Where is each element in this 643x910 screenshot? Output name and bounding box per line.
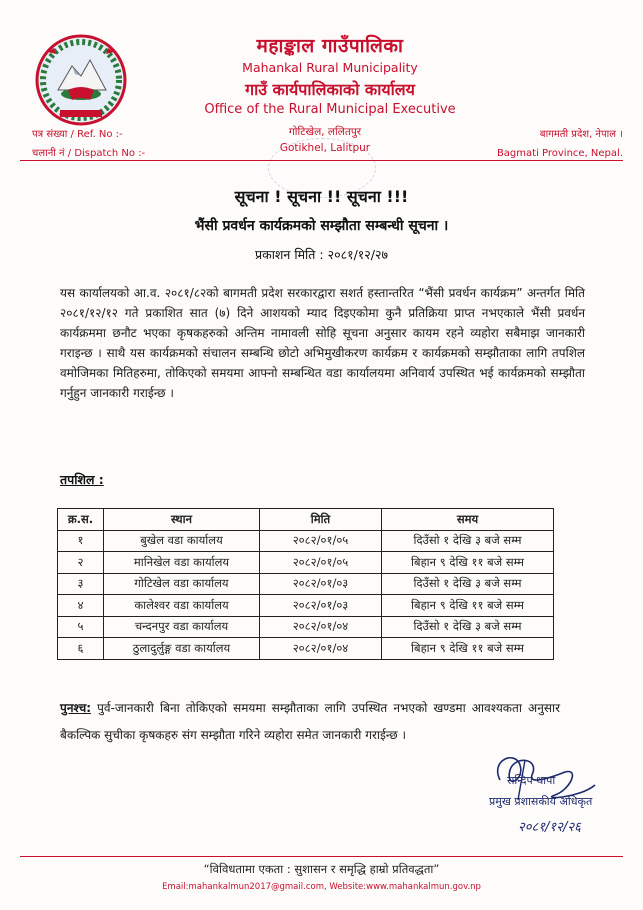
cell-sn: ६ [58, 638, 104, 660]
cell-date: २०८२/०१/०४ [260, 616, 382, 638]
table-row [58, 573, 554, 595]
cell-sn: १ [58, 530, 104, 552]
cell-date: २०८२/०१/०४ [260, 638, 382, 660]
address-np: गोटिखेल, ललितपुर [288, 126, 362, 138]
ref-no: पत्र संख्या / Ref. No :- [32, 129, 123, 140]
office-name-en: Mahankal Rural Municipality [242, 60, 418, 75]
office-address [270, 124, 380, 156]
cell-date: २०८२/०१/०३ [260, 573, 382, 595]
footnote-label: पुनश्च: [60, 701, 91, 715]
address-en: Gotikhel, Lalitpur [279, 142, 371, 154]
tapsil-label: तपशिल : [60, 472, 104, 487]
header-date: मिति [260, 509, 382, 531]
schedule-table [57, 508, 554, 660]
table-row [58, 530, 554, 552]
published-date: प्रकाशन मिति : २०८१/१२/२७ [254, 247, 389, 262]
dispatch-no: चलानी नं / Dispatch No :- [32, 148, 146, 159]
cell-sn: २ [58, 552, 104, 574]
province-np: बागमती प्रदेश, नेपाल । [539, 129, 623, 140]
notice-body: यस कार्यालयको आ.व. २०८१/८२को बागमती प्रदेश सरकारद्वारा सशर्त हस्तान्तरित “भैंसी प्रवर्धन कार्यक्रम” अन्तर्गत मिति २०८१/१२/१२ गते प्रकाशित सात (७) दिने आशयको म्याद दिइएकोमा कुनै प्रतिक्रिया प्राप्त नभएकाले भैंसी प्रवर्धन कार्यक्रममा छनौट भएका कृषकहरुको अन्तिम नामावली सोहि सूचना अनुसार कायम रहने व्यहोरा सबैमाझ जानकारी गराइन्छ । साथै यस कार्यक्रमको संचालन सम्बन्धि छोटो अभिमुखीकरण कार्यक्रम र कार्यक्रमको सम्झौताका लागि तपशिल वमोजिमका मितिहरुमा, तोकिएको समयमा आफ्नो सम्बन्धित वडा कार्यालयमा अनिवार्य उपस्थित भई कार्यक्रमको सम्झौता गर्नुहुन जानकारी गराईन्छ । [60, 286, 585, 400]
exec-office-en: Office of the Rural Municipal Executive [204, 102, 456, 117]
nepal-emblem-icon [30, 30, 132, 130]
office-heading [185, 32, 475, 117]
header-sn: क्र.स. [58, 509, 104, 531]
cell-time: बिहान ९ देखि ११ बजे सम्म [382, 552, 554, 574]
cell-place: बुखेल वडा कार्यालय [104, 530, 260, 552]
cell-time: दिउँसो १ देखि ३ बजे सम्म [382, 530, 554, 552]
notice-subject: भैंसी प्रवर्धन कार्यक्रमको सम्झौता सम्बन्धी सूचना । [194, 218, 449, 234]
cell-time: दिउँसो १ देखि ३ बजे सम्म [382, 573, 554, 595]
cell-place: कालेश्वर वडा कार्यालय [104, 595, 260, 617]
office-name-np: महाङ्काल गाउँपालिका [256, 35, 404, 57]
cell-place: गोटिखेल वडा कार्यालय [104, 573, 260, 595]
cell-date: २०८२/०१/०३ [260, 595, 382, 617]
header-place: स्थान [104, 509, 260, 531]
cell-place: मानिखेल वडा कार्यालय [104, 552, 260, 574]
signatory-title: प्रमुख प्रशासकीय अधिकृत [489, 795, 593, 808]
header-time: समय [382, 509, 554, 531]
cell-time: दिउँसो १ देखि ३ बजे सम्म [382, 616, 554, 638]
header-divider [20, 160, 623, 161]
notice-title: सूचना ! सूचना !! सूचना !!! [234, 187, 409, 206]
cell-time: बिहान ९ देखि ११ बजे सम्म [382, 595, 554, 617]
table-row [58, 552, 554, 574]
exec-office-np: गाउँ कार्यपालिकाको कार्यालय [245, 80, 415, 99]
cell-date: २०८२/०१/०५ [260, 530, 382, 552]
footer-contact: Email:mahankalmun2017@gmail.com, Website:www.mahankalmun.gov.np [162, 882, 481, 892]
cell-place: चन्दनपुर वडा कार्यालय [104, 616, 260, 638]
cell-sn: ५ [58, 616, 104, 638]
signatory-name: सन्दिप थापा [507, 774, 556, 787]
table-row [58, 616, 554, 638]
cell-date: २०८२/०१/०५ [260, 552, 382, 574]
cell-sn: ३ [58, 573, 104, 595]
province-en: Bagmati Province, Nepal. [496, 148, 623, 159]
table-header-row [58, 509, 554, 531]
reference-block [32, 125, 145, 163]
table-row [58, 638, 554, 660]
cell-place: ठुलादुर्लुङ्ग वडा कार्यालय [104, 638, 260, 660]
province-block [497, 125, 623, 163]
footer-divider [20, 856, 623, 857]
cell-time: बिहान ९ देखि ११ बजे सम्म [382, 638, 554, 660]
cell-sn: ४ [58, 595, 104, 617]
footer-motto: “विविधतामा एकता : सुशासन र समृद्धि हाम्रो प्रतिवद्धता” [203, 862, 440, 876]
footnote-text: पुर्व-जानकारी बिना तोकिएको समयमा सम्झौताका लागि उपस्थित नभएको खण्डमा आवश्यकता अनुसार बैकल्पिक सुचीका कृषकहरु संग सम्झौता गरिने व्यहोरा समेत जानकारी गराईन्छ । [60, 701, 560, 742]
table-row [58, 595, 554, 617]
signature-date: २०८१/१२/२६ [518, 820, 581, 835]
